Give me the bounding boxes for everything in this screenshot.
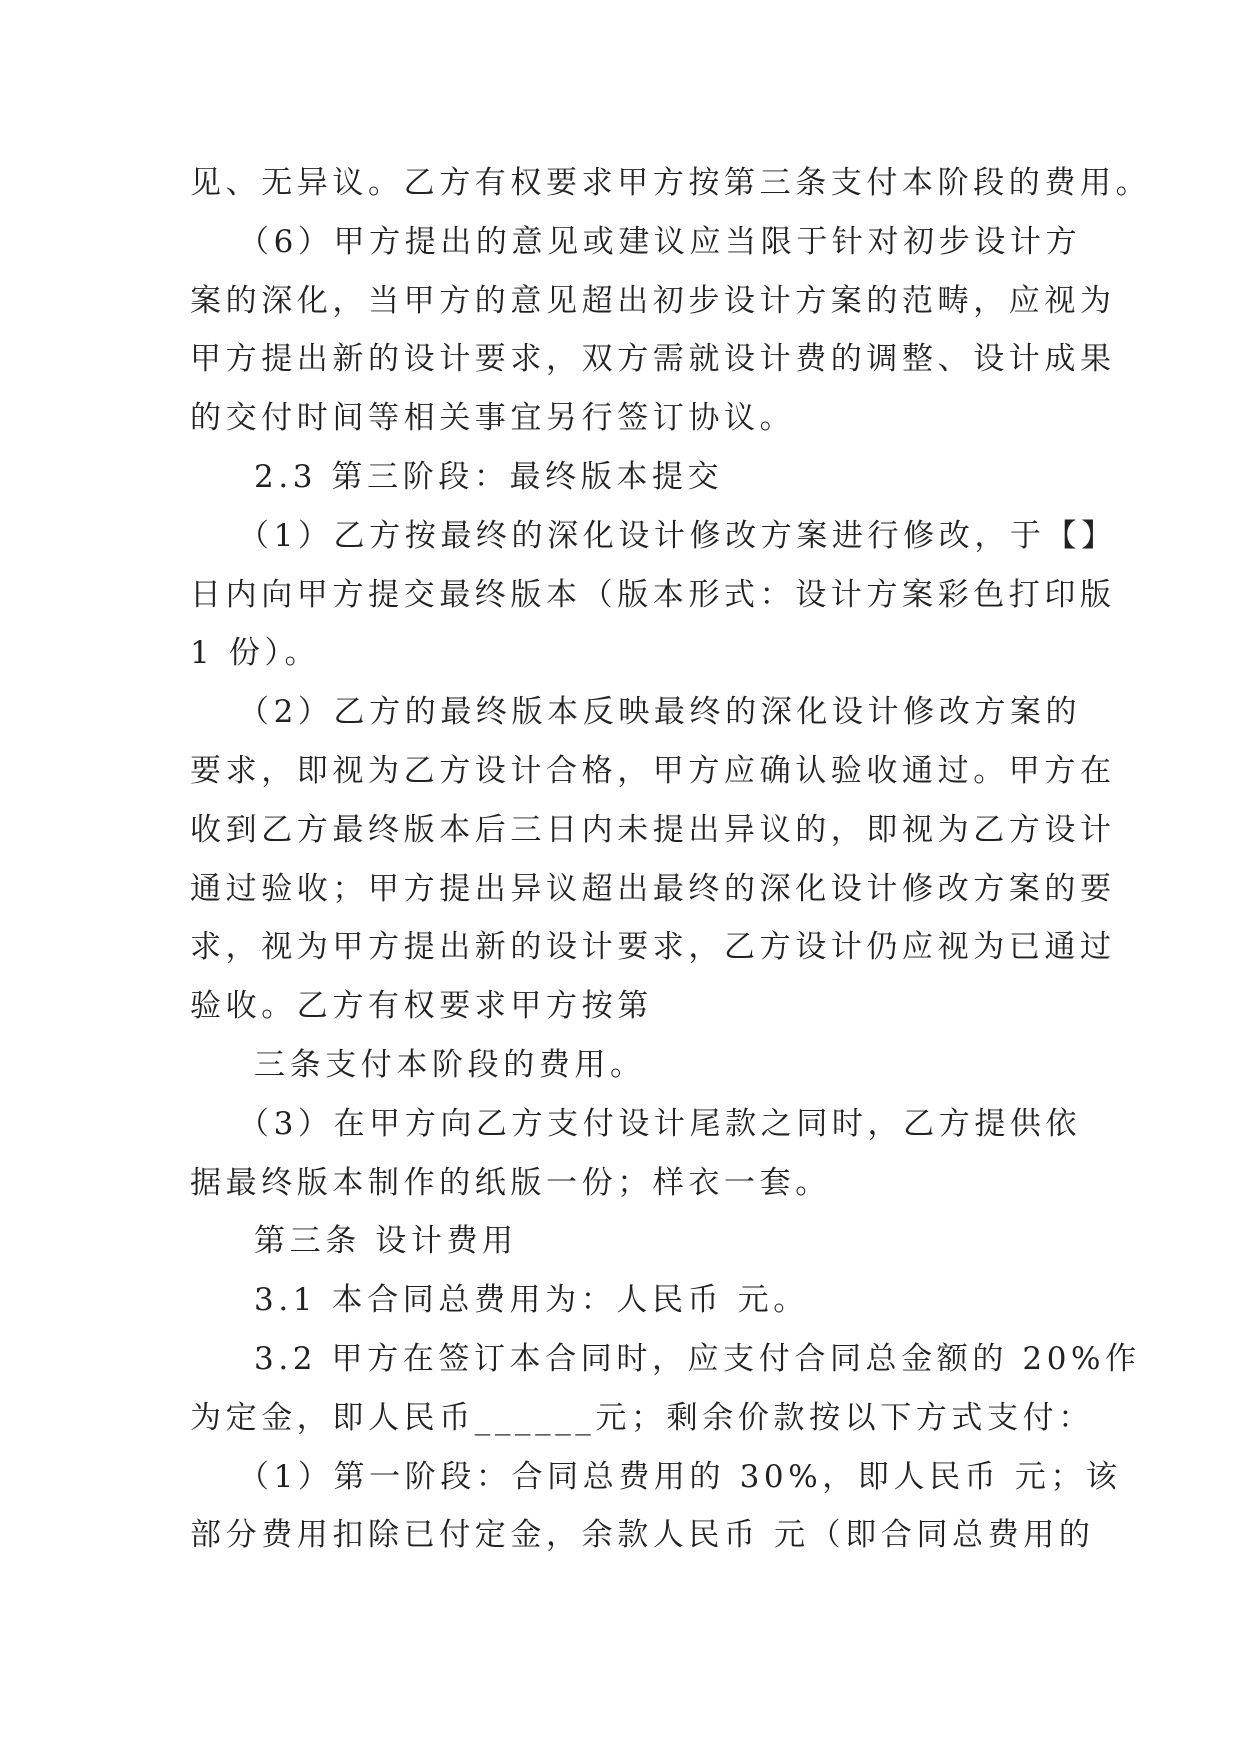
text-line: （3）在甲方向乙方支付设计尾款之同时，乙方提供依: [238, 1105, 1082, 1142]
article-heading: 第三条 设计费用: [254, 1223, 518, 1260]
text-line: （6）甲方提出的意见或建议应当限于针对初步设计方: [238, 223, 1082, 260]
text-line: 验收。乙方有权要求甲方按第: [190, 988, 653, 1025]
section-heading: 2.3 第三阶段：最终版本提交: [254, 458, 724, 495]
text-line: 甲方提出新的设计要求，双方需就设计费的调整、设计成果: [190, 341, 1116, 378]
text-line: 通过验收；甲方提出异议超出最终的深化设计修改方案的要: [190, 870, 1116, 907]
text-line: 1 份）。: [190, 635, 321, 672]
text-line: （2）乙方的最终版本反映最终的深化设计修改方案的: [238, 694, 1082, 731]
text-line: （1）第一阶段：合同总费用的 30%，即人民币 元；该: [238, 1458, 1122, 1495]
text-line: 见、无异议。乙方有权要求甲方按第三条支付本阶段的费用。: [190, 165, 1152, 201]
text-line: （1）乙方按最终的深化设计修改方案进行修改，于【】: [238, 517, 1117, 554]
contract-body-text: [190, 154, 1152, 1565]
text-line: 日内向甲方提交最终版本（版本形式：设计方案彩色打印版: [190, 576, 1116, 613]
text-line: 3.1 本合同总费用为：人民币 元。: [254, 1282, 809, 1319]
text-line: 案的深化，当甲方的意见超出初步设计方案的范畴，应视为: [190, 282, 1116, 319]
text-line: 据最终版本制作的纸版一份；样衣一套。: [190, 1164, 831, 1201]
text-line: 部分费用扣除已付定金，余款人民币 元（即合同总费用的: [190, 1517, 1095, 1554]
text-line: 要求，即视为乙方设计合格，甲方应确认验收通过。甲方在: [190, 752, 1116, 789]
text-line: 的交付时间等相关事宜另行签订协议。: [190, 400, 796, 437]
text-line: 收到乙方最终版本后三日内未提出异议的，即视为乙方设计: [190, 811, 1116, 848]
text-line: 求，视为甲方提出新的设计要求，乙方设计仍应视为已通过: [190, 929, 1116, 966]
text-line: 3.2 甲方在签订本合同时，应支付合同总金额的 20%作: [254, 1340, 1141, 1377]
text-line: 为定金，即人民币______元；剩余价款按以下方式支付：: [190, 1399, 1094, 1436]
text-line: 三条支付本阶段的费用。: [254, 1046, 646, 1083]
